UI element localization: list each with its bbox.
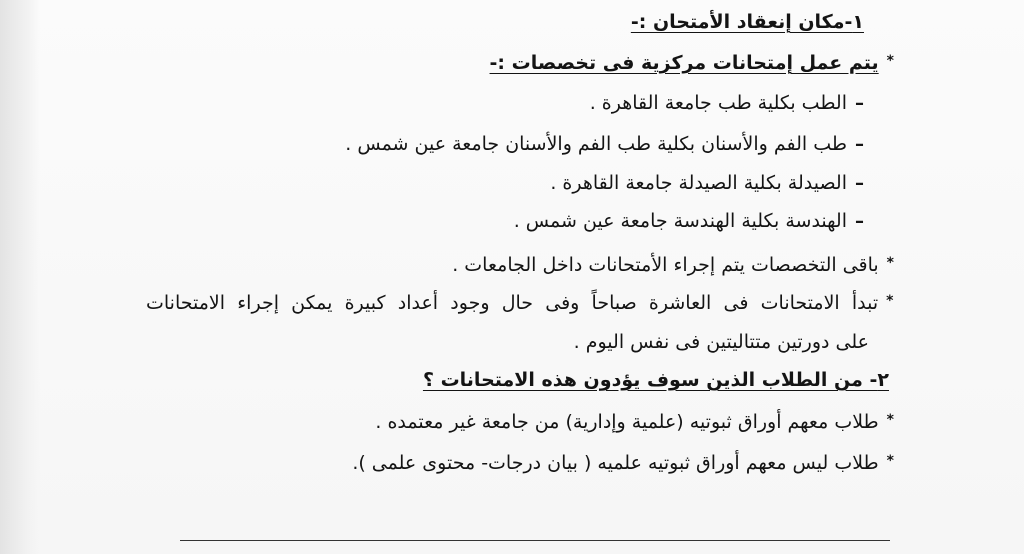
section-1-bullet-heading: [490, 49, 894, 75]
bullet-marker: *: [886, 255, 894, 271]
bullet-heading-text: يتم عمل إمتحانات مركزية فى تخصصات :-: [489, 52, 879, 74]
list-item-text: طب الفم والأسنان بكلية طب الفم والأسنان جامعة عين شمس .: [345, 133, 847, 155]
list-item-text: الهندسة بكلية الهندسة جامعة عين شمس .: [513, 210, 847, 232]
dash-marker: –: [855, 93, 864, 114]
list-item: [550, 171, 864, 196]
dash-marker: –: [855, 134, 864, 155]
list-item: [345, 132, 864, 157]
bullet-marker: *: [886, 453, 894, 469]
note-text: تبدأ الامتحانات فى العاشرة صباحاً وفى حال وجود أعداد كبيرة يمكن إجراء الامتحانات: [146, 292, 879, 314]
list-item: [514, 209, 864, 234]
dash-marker: –: [855, 173, 864, 194]
dash-marker: –: [855, 211, 864, 232]
section-2-heading: ٢- من الطلاب الذين سوف يؤدون هذه الامتحانات ؟: [422, 369, 889, 391]
section-1-heading: ١-مكان إنعقاد الأمتحان :-: [630, 11, 864, 33]
list-item-text: طلاب معهم أوراق ثبوتيه (علمية وإدارية) من جامعة غير معتمده .: [375, 411, 879, 433]
page-edge-shadow: [0, 0, 40, 554]
bottom-divider: [180, 540, 890, 541]
list-item: [375, 408, 894, 434]
list-item: [590, 91, 864, 116]
note-item: [146, 289, 894, 315]
bullet-marker: *: [886, 53, 894, 69]
list-item: [352, 449, 894, 475]
list-item-text: الطب بكلية طب جامعة القاهرة .: [589, 92, 847, 114]
list-item-text: الصيدلة بكلية الصيدلة جامعة القاهرة .: [550, 172, 847, 194]
note-item: [452, 251, 894, 277]
list-item-text: طلاب ليس معهم أوراق ثبوتيه علميه ( بيان درجات- محتوى علمى ).: [352, 452, 879, 474]
note-continuation: على دورتين متتاليتين فى نفس اليوم .: [573, 331, 869, 353]
bullet-marker: *: [886, 293, 894, 309]
bullet-marker: *: [886, 412, 894, 428]
note-text: باقى التخصصات يتم إجراء الأمتحانات داخل الجامعات .: [452, 254, 879, 276]
